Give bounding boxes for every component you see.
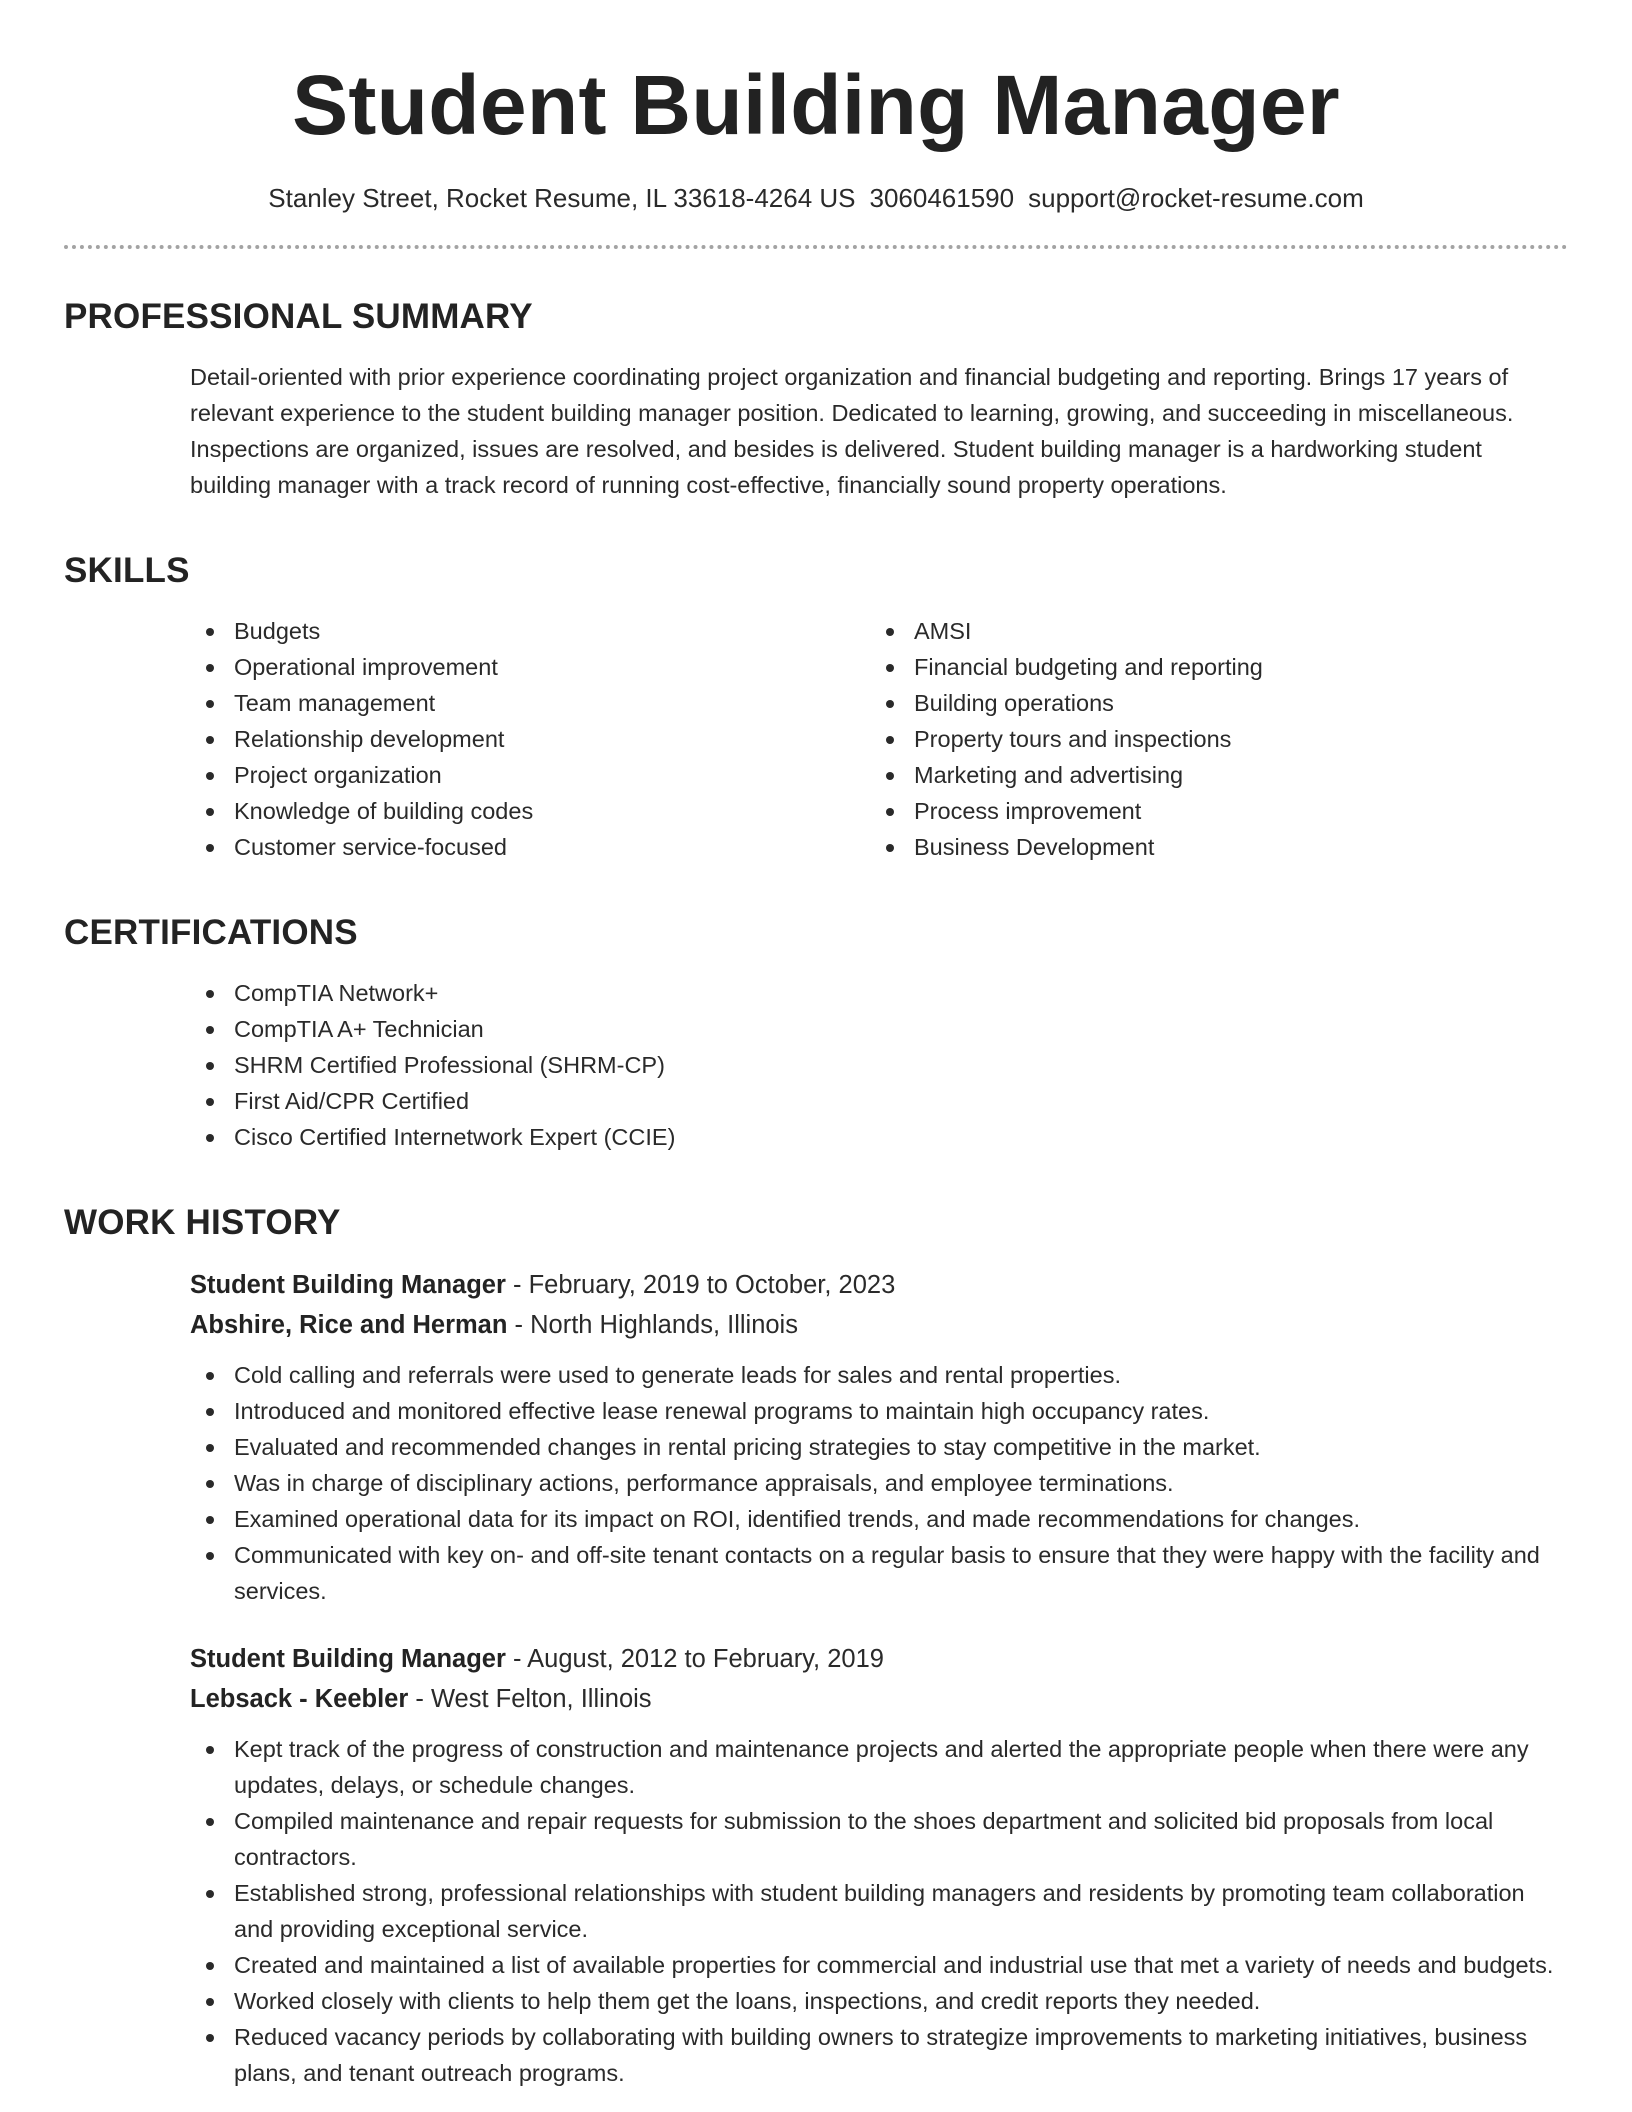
job-role: Student Building Manager xyxy=(190,1645,506,1673)
job-company: Abshire, Rice and Herman xyxy=(190,1311,508,1339)
duty-item: Compiled maintenance and repair requests for submission to the shoes department and solicited bid proposals from local contractors. xyxy=(190,1803,1568,1875)
contact-email: support@rocket-resume.com xyxy=(1028,183,1364,213)
skill-item: Budgets xyxy=(190,613,870,649)
skill-item: Project organization xyxy=(190,757,870,793)
work-history-heading: WORK HISTORY xyxy=(64,1203,341,1242)
certifications-heading: CERTIFICATIONS xyxy=(64,913,358,952)
summary-text: Detail-oriented with prior experience coordinating project organization and financial budgeting and reporting. Brings 17 years of relevant experience to the student building manager position. Dedicated to learning, growing, and succeeding in miscellaneous. Inspections are organized, issues are resolved, and besides is delivered. Student building manager is a hardworking student building manager with a track record of running cost-effective, financially sound property operations. xyxy=(190,364,1514,498)
duty-item: Worked closely with clients to help them get the loans, inspections, and credit reports they needed. xyxy=(190,1983,1568,2019)
job-entry xyxy=(190,1639,1568,2091)
job-location: - North Highlands, Illinois xyxy=(507,1311,798,1339)
job-role: Student Building Manager xyxy=(190,1271,506,1299)
contact-address: Stanley Street, Rocket Resume, IL 33618-4264 US xyxy=(268,183,856,213)
job-dates: - February, 2019 to October, 2023 xyxy=(505,1271,896,1299)
skill-item: Customer service-focused xyxy=(190,829,870,865)
contact-phone: 3060461590 xyxy=(869,183,1015,213)
skill-item: Building operations xyxy=(870,685,1550,721)
skill-item: Property tours and inspections xyxy=(870,721,1550,757)
skill-item: AMSI xyxy=(870,613,1550,649)
candidate-name: Student Building Manager xyxy=(292,58,1340,152)
skill-item: Knowledge of building codes xyxy=(190,793,870,829)
duty-item: Introduced and monitored effective lease renewal programs to maintain high occupancy rates. xyxy=(190,1393,1568,1429)
certifications-list xyxy=(190,975,1568,1155)
job-location: - West Felton, Illinois xyxy=(408,1685,652,1713)
job-duties xyxy=(190,1357,1568,1609)
job-company: Lebsack - Keebler xyxy=(190,1685,409,1713)
certification-item: CompTIA A+ Technician xyxy=(190,1011,1568,1047)
job-company-line xyxy=(190,1679,1568,1719)
certification-item: SHRM Certified Professional (SHRM-CP) xyxy=(190,1047,1568,1083)
job-title-line xyxy=(190,1265,1568,1305)
job-dates: - August, 2012 to February, 2019 xyxy=(505,1645,884,1673)
summary-heading: PROFESSIONAL SUMMARY xyxy=(64,297,533,336)
job-company-line xyxy=(190,1305,1568,1345)
duty-item: Evaluated and recommended changes in rental pricing strategies to stay competitive in the market. xyxy=(190,1429,1568,1465)
certification-item: CompTIA Network+ xyxy=(190,975,1568,1011)
job-title-line xyxy=(190,1639,1568,1679)
skill-item: Operational improvement xyxy=(190,649,870,685)
skills-list-left xyxy=(190,613,870,865)
duty-item: Communicated with key on- and off-site tenant contacts on a regular basis to ensure that they were happy with the facility and services. xyxy=(190,1537,1568,1609)
duty-item: Established strong, professional relationships with student building managers and residents by promoting team collaboration and providing exceptional service. xyxy=(190,1875,1568,1947)
skill-item: Process improvement xyxy=(870,793,1550,829)
duty-item: Reduced vacancy periods by collaborating with building owners to strategize improvements to marketing initiatives, business plans, and tenant outreach programs. xyxy=(190,2019,1568,2091)
contact-line xyxy=(64,181,1568,215)
job-entry xyxy=(190,1265,1568,1609)
duty-item: Examined operational data for its impact on ROI, identified trends, and made recommendations for changes. xyxy=(190,1501,1568,1537)
skill-item: Relationship development xyxy=(190,721,870,757)
certification-item: First Aid/CPR Certified xyxy=(190,1083,1568,1119)
header-divider xyxy=(64,245,1568,249)
duty-item: Cold calling and referrals were used to generate leads for sales and rental properties. xyxy=(190,1357,1568,1393)
duty-item: Was in charge of disciplinary actions, performance appraisals, and employee terminations. xyxy=(190,1465,1568,1501)
skill-item: Business Development xyxy=(870,829,1550,865)
duty-item: Kept track of the progress of construction and maintenance projects and alerted the appropriate people when there were any updates, delays, or schedule changes. xyxy=(190,1731,1568,1803)
skills-list-right xyxy=(870,613,1550,865)
skill-item: Financial budgeting and reporting xyxy=(870,649,1550,685)
certification-item: Cisco Certified Internetwork Expert (CCIE) xyxy=(190,1119,1568,1155)
job-duties xyxy=(190,1731,1568,2091)
skills-heading: SKILLS xyxy=(64,551,190,590)
skill-item: Marketing and advertising xyxy=(870,757,1550,793)
duty-item: Created and maintained a list of available properties for commercial and industrial use that met a variety of needs and budgets. xyxy=(190,1947,1568,1983)
skill-item: Team management xyxy=(190,685,870,721)
skills-columns xyxy=(190,613,1568,865)
